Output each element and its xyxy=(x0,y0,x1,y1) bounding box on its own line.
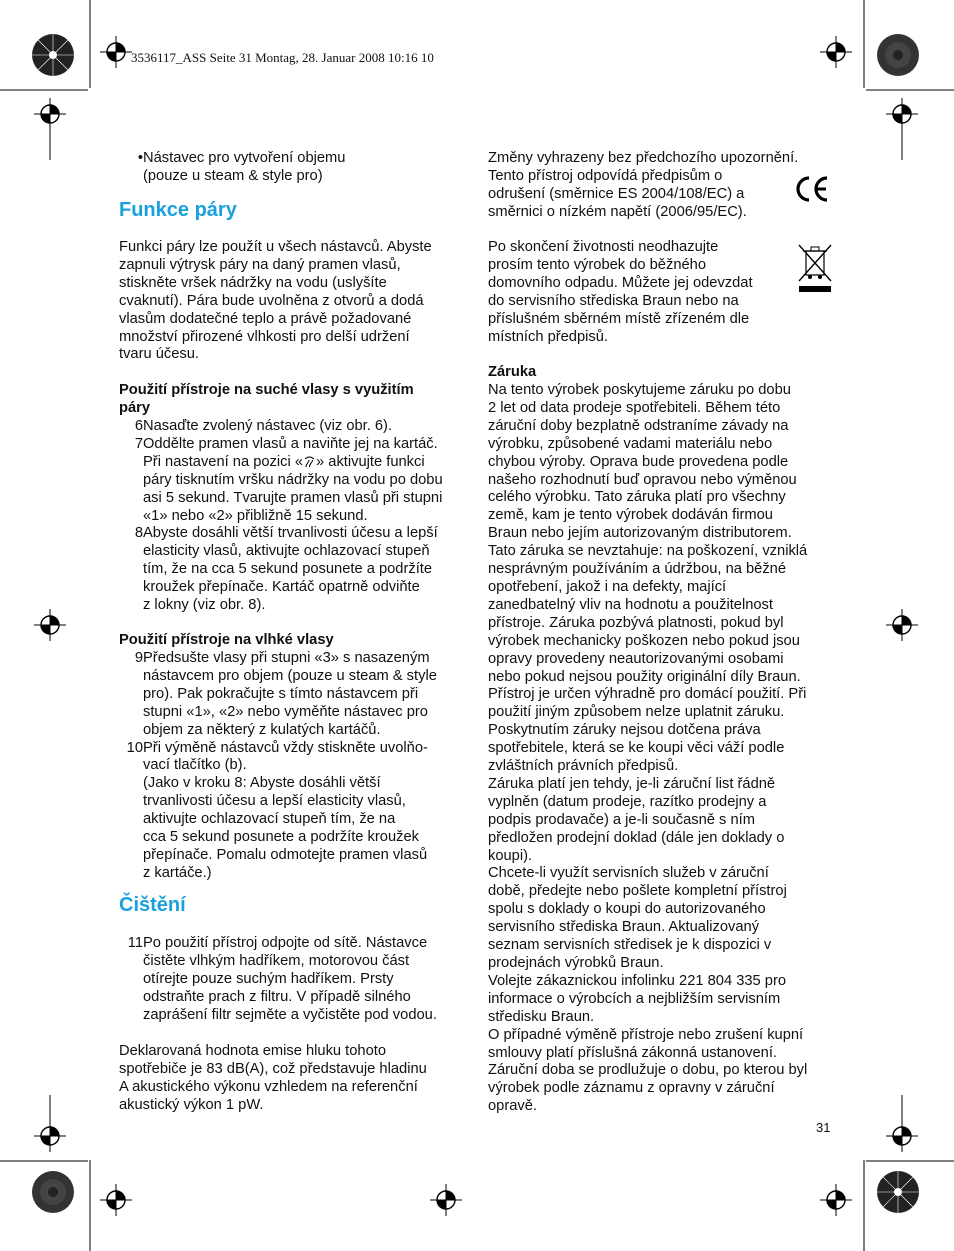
text-line: vlasům dodatečné teplo a právě požadované xyxy=(119,310,412,327)
text-line: Braun nebo jejím autorizovaným distributorem. xyxy=(488,525,792,542)
cleaning-steps xyxy=(119,935,469,1025)
step-text: elasticity vlasů, aktivujte ochlazovací stupeň xyxy=(143,543,430,560)
text-line: spotřebiče je 83 dB(A), což představuje hladinu xyxy=(119,1060,427,1077)
text-line: Deklarovaná hodnota emise hluku tohoto xyxy=(119,1043,386,1059)
text-line: výrobku, způsobené vadami materiálu nebo xyxy=(488,435,773,452)
text-line: zvláštních právních předpisů. xyxy=(488,758,679,775)
registration-mark-icon xyxy=(886,1120,918,1152)
bullet-symbol: • xyxy=(137,150,143,166)
text-line: 2 let od data prodeje spotřebiteli. Během této xyxy=(488,399,781,416)
step-text: Abyste dosáhli větší trvanlivosti účesu a lepší xyxy=(143,525,438,542)
text-line: opravy provedeny neautorizovanými osobami xyxy=(488,650,784,667)
text-line: nesprávným používáním a údržbou, na běžné xyxy=(488,561,787,578)
step-number: 11 xyxy=(127,935,143,951)
step-text: Nasaďte zvolený nástavec (viz obr. 6). xyxy=(143,418,393,434)
dry-hair-steps xyxy=(119,418,469,615)
registration-mark-icon xyxy=(100,1184,132,1216)
text-line: Poskytnutím záruky nejsou dotčena práva xyxy=(488,722,761,739)
step-text: zaprášení filtr sejměte a vyčistěte pod vodou. xyxy=(143,1006,437,1023)
page-number: 31 xyxy=(816,1120,831,1135)
text-line: prosím tento výrobek do běžného xyxy=(488,256,706,273)
steam-paragraph xyxy=(119,239,469,364)
registration-mark-icon xyxy=(34,609,66,641)
step-text: nástavcem pro objem (pouze u steam & style xyxy=(143,667,437,684)
text-line: Záruční doba se prodlužuje o dobu, po kterou byl xyxy=(488,1062,808,1079)
text-line: zapnuli výtrysk páry na daný pramen vlasů, xyxy=(119,256,401,273)
wet-hair-heading xyxy=(119,632,469,650)
text-line: zanedbatelný vliv na hodnotu a použitelnost xyxy=(488,596,773,613)
registration-mark-icon xyxy=(820,36,852,68)
text-line: O případné výměně přístroje nebo zrušení kupní xyxy=(488,1026,804,1043)
step-text: trvanlivosti účesu a lepší elasticity vlasů, xyxy=(143,793,406,810)
step-text: tím, že na cca 5 sekund posunete a podržíte xyxy=(143,561,433,578)
text-line: Volejte zákaznickou infolinku 221 804 335 pro xyxy=(488,972,787,989)
text-line: informace o výrobcích a nejbližším servisním xyxy=(488,990,781,1007)
step-text: z kartáče.) xyxy=(143,864,212,881)
noise-paragraph xyxy=(119,1043,469,1115)
steam-heading xyxy=(119,199,469,221)
text-line: odrušení (směrnice ES 2004/108/EC) a xyxy=(488,185,745,202)
step-text: (Jako v kroku 8: Abyste dosáhli větší xyxy=(143,775,381,792)
section-heading: Čištění xyxy=(119,894,186,916)
dry-hair-heading xyxy=(119,382,469,418)
text-line: Funkci páry lze použít u všech nástavců. Abyste xyxy=(119,239,432,255)
text-line: podpis prodavače) a je-li současně s ním xyxy=(488,811,755,828)
text-line: místních předpisů. xyxy=(488,328,609,345)
text-line: době, předejte nebo pošlete kompletní přístroj xyxy=(488,883,787,900)
text-line: Po skončení životnosti neodhazujte xyxy=(488,239,719,255)
cleaning-heading xyxy=(119,894,469,916)
text-line: Tento přístroj odpovídá předpisům o xyxy=(488,167,723,184)
step-text: Oddělte pramen vlasů a naviňte jej na kartáč. xyxy=(143,435,438,452)
color-wheel-icon xyxy=(31,1170,75,1214)
step-text: «1» nebo «2» přibližně 15 sekund. xyxy=(143,507,368,524)
step-text: stupni «1», «2» nebo vyměňte nástavec pro xyxy=(143,703,428,720)
warranty-paragraph xyxy=(488,382,838,1116)
section-heading: Funkce páry xyxy=(119,199,237,221)
subheading-line: páry xyxy=(119,399,151,416)
step-number: 8 xyxy=(134,525,143,542)
step-text-part: Při nastavení na pozici « xyxy=(143,453,304,470)
registration-mark-icon xyxy=(886,98,918,130)
registration-mark-icon xyxy=(100,36,132,68)
text-line: Záruka platí jen tehdy, je-li záruční list řádně xyxy=(488,775,776,792)
step-text: cca 5 sekund posunete a podržíte kroužek xyxy=(143,829,419,846)
disposal-paragraph xyxy=(488,239,838,346)
text-line: středisku Braun. xyxy=(488,1008,595,1025)
bullet-text: (pouze u steam & style pro) xyxy=(143,167,323,184)
color-wheel-icon xyxy=(876,1170,920,1214)
step-text: kroužek přepínače. Kartáč opatrně odviňte xyxy=(143,579,420,596)
text-line: do servisního střediska Braun nebo na xyxy=(488,292,739,309)
text-line: smlouvy platí příslušná zákonná ustanovení. xyxy=(488,1044,778,1061)
text-line: cvaknutí). Pára bude uvolněna z otvorů a dodá xyxy=(119,292,424,309)
registration-mark-icon xyxy=(430,1184,462,1216)
text-line: spotřebitele, která se ke koupi věci váží podle xyxy=(488,740,785,757)
text-line: vyplněn (datum prodeje, razítko prodejny a xyxy=(488,793,767,810)
text-line: směrnici o nízkém napětí (2006/95/EC). xyxy=(488,203,747,220)
step-text: vací tlačítko (b). xyxy=(143,757,247,774)
step-text: čistěte vlhkým hadříkem, motorovou část xyxy=(143,952,410,969)
step-number: 7 xyxy=(134,435,143,452)
step-11 xyxy=(127,935,469,953)
text-line: servisního střediska Braun. Aktualizovaný xyxy=(488,919,760,936)
print-slug: 3536117_ASS Seite 31 Montag, 28. Januar 2008 10:16 10 xyxy=(131,50,434,65)
step-text: páry tisknutím vršku nádržky na vodu po dobu xyxy=(143,471,443,488)
step-9 xyxy=(134,650,469,668)
text-line: stiskněte vršek nádržky na vodu (uslyšíte xyxy=(119,274,387,291)
text-line: našeho rozhodnutí buď opravou nebo výměnou xyxy=(488,471,797,488)
step-7 xyxy=(134,435,469,454)
step-10 xyxy=(126,739,469,758)
step-text-part: » aktivujte funkci xyxy=(316,453,425,470)
text-line: příslušném sběrném místě zřízeném dle xyxy=(488,310,750,327)
text-line: opotřebení, jakož i na defekty, mající xyxy=(488,578,727,595)
color-wheel-icon xyxy=(31,33,75,77)
step-text: Předsušte vlasy při stupni «3» s nasazeným xyxy=(143,650,430,666)
color-wheel-icon xyxy=(876,33,920,77)
step-text: otírejte pouze suchým hadříkem. Prsty xyxy=(143,970,394,987)
text-line: A akustického výkonu vzhledem na referenční xyxy=(119,1078,418,1095)
text-line: akustický výkon 1 pW. xyxy=(119,1096,264,1113)
subheading-line: Záruka xyxy=(488,364,537,380)
text-line: seznam servisních středisek je k dispozici v xyxy=(488,937,772,954)
step-number: 6 xyxy=(134,418,143,434)
volume-attachment-bullet xyxy=(119,150,469,186)
step-text: asi 5 sekund. Tvarujte pramen vlasů při stupni xyxy=(143,489,443,506)
text-line: opravě. xyxy=(488,1098,537,1115)
ce-mark-icon xyxy=(793,170,831,208)
text-line: Chcete-li využít servisních služeb v záruční xyxy=(488,865,769,882)
step-8 xyxy=(134,525,469,543)
registration-mark-icon xyxy=(34,1120,66,1152)
step-6 xyxy=(134,418,469,436)
text-line: záruční doby bezplatně odstraníme závady na xyxy=(488,417,789,434)
step-text: objem za některý z kulatých kartáčů. xyxy=(143,721,381,738)
registration-mark-icon xyxy=(886,609,918,641)
step-text: Při výměně nástavců vždy stiskněte uvolňo- xyxy=(143,739,428,756)
steam-symbol-icon xyxy=(303,455,316,468)
text-line: výrobek mechanicky poškozen nebo pokud jsou xyxy=(488,632,800,649)
text-line: celého výrobku. Tato záruka platí pro všechny xyxy=(488,489,786,506)
step-text: přepínače. Pomalu odmotejte pramen vlasů xyxy=(143,846,428,863)
text-line: tvaru účesu. xyxy=(119,346,200,363)
text-line: prodejnách výrobků Braun. xyxy=(488,955,664,971)
warranty-heading xyxy=(488,364,838,382)
text-line: chybou výroby. Oprava bude provedena podle xyxy=(488,453,789,470)
text-line: Přístroj je určen výhradně pro domácí použití. Při xyxy=(488,686,807,703)
subheading-line: Použití přístroje na vlhké vlasy xyxy=(119,632,334,648)
step-text: odstraňte prach z filtru. V případě silného xyxy=(143,988,411,1005)
text-line: výrobek podle záznamu z opravny v záruční xyxy=(488,1080,775,1097)
text-line: Změny vyhrazeny bez předchozího upozornění. xyxy=(488,150,799,166)
weee-crossed-bin-icon xyxy=(797,243,833,293)
step-text xyxy=(143,454,469,472)
text-line: množství přirozené vlhkosti pro delší udržení xyxy=(119,328,410,345)
text-line: použití jiným způsobem nelze uplatnit záruku. xyxy=(488,704,785,721)
registration-mark-icon xyxy=(820,1184,852,1216)
text-line: Tato záruka se nevztahuje: na poškození, vzniklá xyxy=(488,543,808,560)
text-line: předložen prodejní doklad (dále jen doklady o xyxy=(488,829,785,846)
text-line: koupi). xyxy=(488,847,533,864)
wet-hair-steps xyxy=(119,650,469,883)
registration-mark-icon xyxy=(34,98,66,130)
step-number: 10 xyxy=(126,739,143,756)
text-line: země, kam je tento výrobek dodáván firmou xyxy=(488,507,773,524)
text-line: domovního odpadu. Můžete jej odevzdat xyxy=(488,274,753,291)
bullet-text: Nástavec pro vytvoření objemu xyxy=(143,150,346,166)
step-text: pro). Pak pokračujte s tímto nástavcem při xyxy=(143,685,419,702)
step-text: Po použití přístroj odpojte od sítě. Nástavce xyxy=(143,935,428,951)
step-text: aktivujte ochlazovací stupeň tím, že na xyxy=(143,811,396,828)
changes-paragraph xyxy=(488,150,838,222)
subheading-line: Použití přístroje na suché vlasy s využitím xyxy=(119,382,414,398)
text-line: nebo pokud nejsou použity originální díly Braun. xyxy=(488,668,801,685)
step-number: 9 xyxy=(134,650,143,666)
text-line: přístroje. Záruka pozbývá platnosti, pokud byl xyxy=(488,614,784,631)
text-line: spolu s doklady o koupi do autorizovaného xyxy=(488,901,766,918)
text-line: Na tento výrobek poskytujeme záruku po dobu xyxy=(488,382,791,398)
step-text: z lokny (viz obr. 8). xyxy=(143,597,266,614)
